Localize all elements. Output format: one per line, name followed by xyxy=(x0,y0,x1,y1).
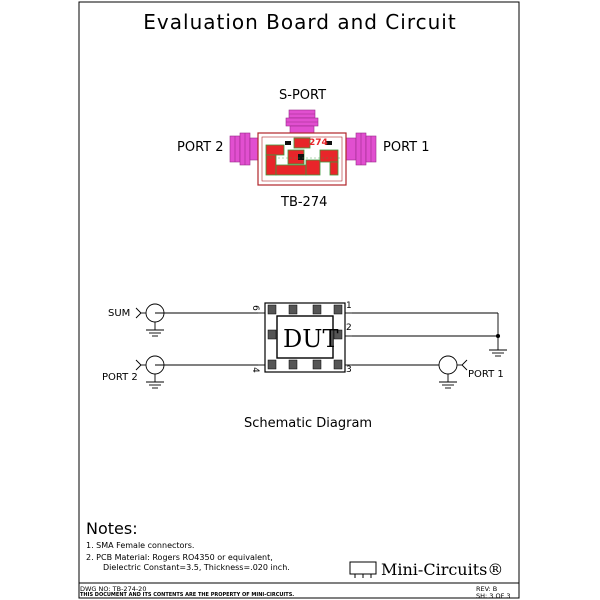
page-title: Evaluation Board and Circuit xyxy=(143,10,457,34)
port1-connector xyxy=(346,133,376,165)
revision: REV: B xyxy=(476,585,498,593)
sheet-number: SH: 3 OF 3 xyxy=(476,592,511,600)
brand-name: Mini-Circuits® xyxy=(381,560,504,579)
schematic-port2-label: PORT 2 xyxy=(102,372,138,383)
pin-6-label: 6 xyxy=(249,305,260,311)
board-id-label: TB-274 xyxy=(281,195,328,210)
pin-2-label: 2 xyxy=(346,323,352,333)
notes-heading: Notes: xyxy=(86,519,138,538)
port2-label: PORT 2 xyxy=(177,140,224,155)
mini-circuits-logo xyxy=(350,562,376,578)
board-number: 274 xyxy=(309,138,328,148)
drawing-number: DWG NO: TB-274-20 xyxy=(80,585,147,593)
port1-connector-symbol xyxy=(352,356,467,388)
sum-connector-symbol xyxy=(136,304,258,336)
note-item: 2. PCB Material: Rogers RO4350 or equivalent, xyxy=(86,553,273,562)
pin-3-label: 3 xyxy=(346,365,352,375)
note-item: Dielectric Constant=3.5, Thickness=.020 inch. xyxy=(103,563,290,572)
sport-connector xyxy=(286,110,318,134)
schematic-port1-label: PORT 1 xyxy=(468,369,504,380)
pin-4-label: 4 xyxy=(249,367,260,373)
ground-net xyxy=(352,313,507,356)
schematic-title: Schematic Diagram xyxy=(244,416,373,431)
note-item: 1. SMA Female connectors. xyxy=(86,541,195,550)
port1-label: PORT 1 xyxy=(383,140,430,155)
port2-connector-symbol xyxy=(136,356,258,388)
evaluation-board xyxy=(230,110,376,185)
dut-label: DUT xyxy=(283,325,339,353)
port2-connector xyxy=(230,133,260,165)
pin-1-label: 1 xyxy=(346,301,352,311)
sum-label: SUM xyxy=(108,308,131,319)
sport-label: S-PORT xyxy=(279,88,327,103)
disclaimer: THIS DOCUMENT AND ITS CONTENTS ARE THE PROPERTY OF MINI-CIRCUITS. xyxy=(80,592,295,598)
